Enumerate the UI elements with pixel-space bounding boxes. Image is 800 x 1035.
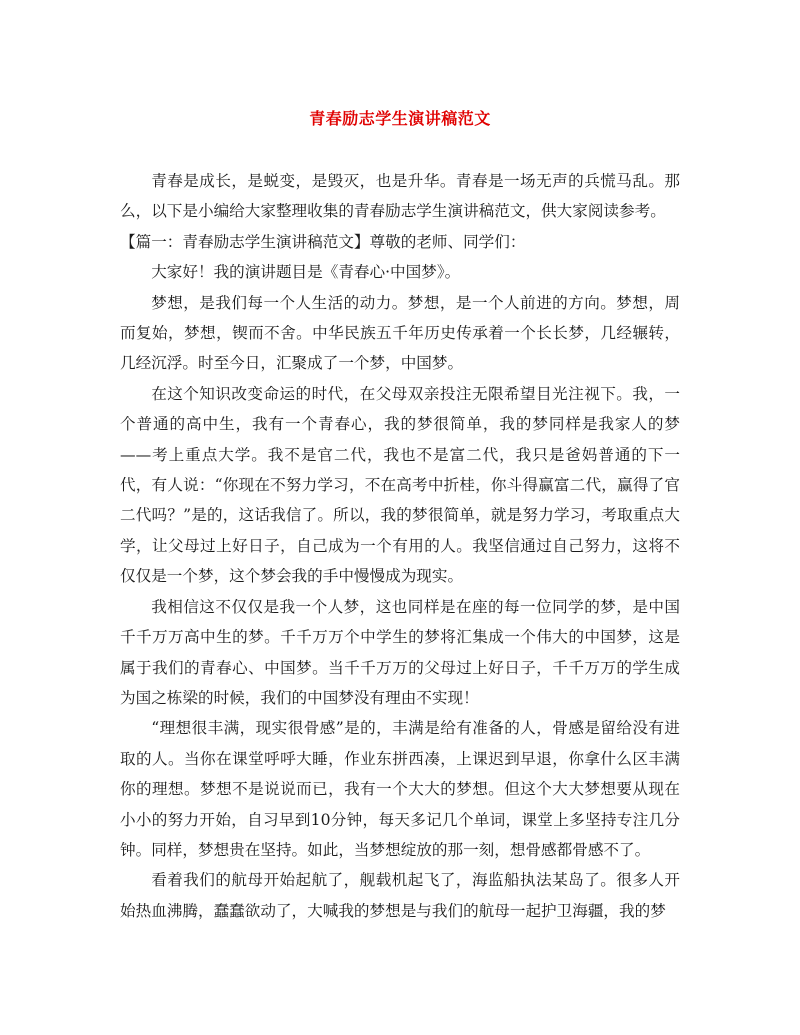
document-title: 青春励志学生演讲稿范文 xyxy=(309,109,491,128)
document-body xyxy=(120,166,680,926)
paragraph-carrier: 看着我们的航母开始起航了，舰载机起飞了，海监船执法某岛了。很多人开始热血沸腾，蠢蠢欲动了，大喊我的梦想是与我们的航母一起护卫海疆，我的梦 xyxy=(120,871,680,920)
paragraph-era: 在这个知识改变命运的时代，在父母双亲投注无限希望目光注视下。我，一个普通的高中生，我有一个青春心，我的梦很简单，我的梦同样是我家人的梦——考上重点大学。我不是官二代，我也不是富二代，我只是爸妈普通的下一代，有人说：“你现在不努力学习，不在高考中折桂，你斗得赢富二代，赢得了官二代吗？”是的，这话我信了。所以，我的梦很简单，就是努力学习，考取重点大学，让父母过上好日子，自己成为一个有用的人。我坚信通过自己努力，这将不仅仅是一个梦，这个梦会我的手中慢慢成为现实。 xyxy=(120,384,680,586)
paragraph-intro: 青春是成长，是蜕变，是毁灭，也是升华。青春是一场无声的兵慌马乱。那么，以下是小编给大家整理收集的青春励志学生演讲稿范文，供大家阅读参考。 xyxy=(120,172,680,221)
paragraph-belief: 我相信这不仅仅是我一个人梦，这也同样是在座的每一位同学的梦，是中国千千万万高中生的梦。千千万万个中学生的梦将汇集成一个伟大的中国梦，这是属于我们的青春心、中国梦。当千千万万的父母过上好日子，千千万万的学生成为国之栋梁的时候，我们的中国梦没有理由不实现！ xyxy=(120,597,680,707)
paragraph-section-heading: 【篇一：青春励志学生演讲稿范文】尊敬的老师、同学们： xyxy=(120,232,526,251)
paragraph-ideal: “理想很丰满，现实很骨感”是的，丰满是给有准备的人，骨感是留给没有进取的人。当你在课堂呼呼大睡，作业东拼西凑，上课迟到早退，你拿什么区丰满你的理想。梦想不是说说而已，我有一个大大的梦想。但这个大大梦想要从现在小小的努力开始，自习早到10分钟，每天多记几个单词，课堂上多坚持专注几分钟。同样，梦想贵在坚持。如此，当梦想绽放的那一刻，想骨感都骨感不了。 xyxy=(120,719,680,859)
paragraph-dream: 梦想，是我们每一个人生活的动力。梦想，是一个人前进的方向。梦想，周而复始，梦想，锲而不舍。中华民族五千年历史传承着一个长长梦，几经辗转，几经沉浮。时至今日，汇聚成了一个梦，中国梦。 xyxy=(120,293,680,373)
paragraph-greeting: 大家好！我的演讲题目是《青春心·中国梦》。 xyxy=(151,263,461,282)
